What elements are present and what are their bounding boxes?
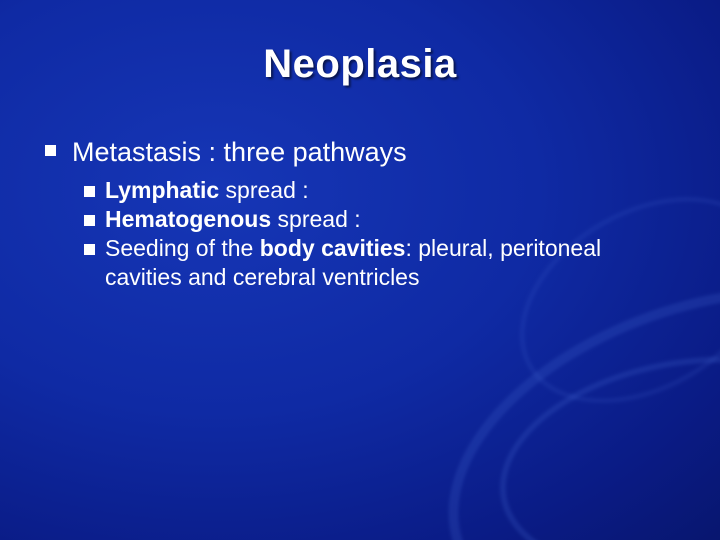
sub-bullet-lymphatic	[84, 176, 684, 205]
sub-bullet-bold-text: body cavities	[259, 235, 406, 261]
sub-bullet-text: : pleural, peritoneal cavities and cerebral ventricles	[105, 235, 602, 290]
sub-bullet-bold-text: Lymphatic	[105, 177, 220, 203]
square-bullet-icon	[84, 215, 95, 226]
square-bullet-icon	[84, 244, 95, 255]
sub-bullet-text: Seeding of the	[105, 235, 260, 261]
sub-bullet-bold-text: Hematogenous	[105, 206, 272, 232]
slide-title: Neoplasia	[263, 42, 457, 86]
square-bullet-icon	[45, 145, 56, 156]
main-bullet-text: Metastasis : three pathways	[72, 137, 407, 167]
square-bullet-icon	[84, 186, 95, 197]
sub-bullet-text: spread :	[271, 206, 361, 232]
sub-bullet-seeding	[84, 234, 684, 292]
sub-bullet-list	[84, 176, 684, 292]
sub-bullet-hematogenous	[84, 205, 684, 234]
main-bullet	[45, 136, 407, 168]
sub-bullet-text: spread :	[219, 177, 309, 203]
